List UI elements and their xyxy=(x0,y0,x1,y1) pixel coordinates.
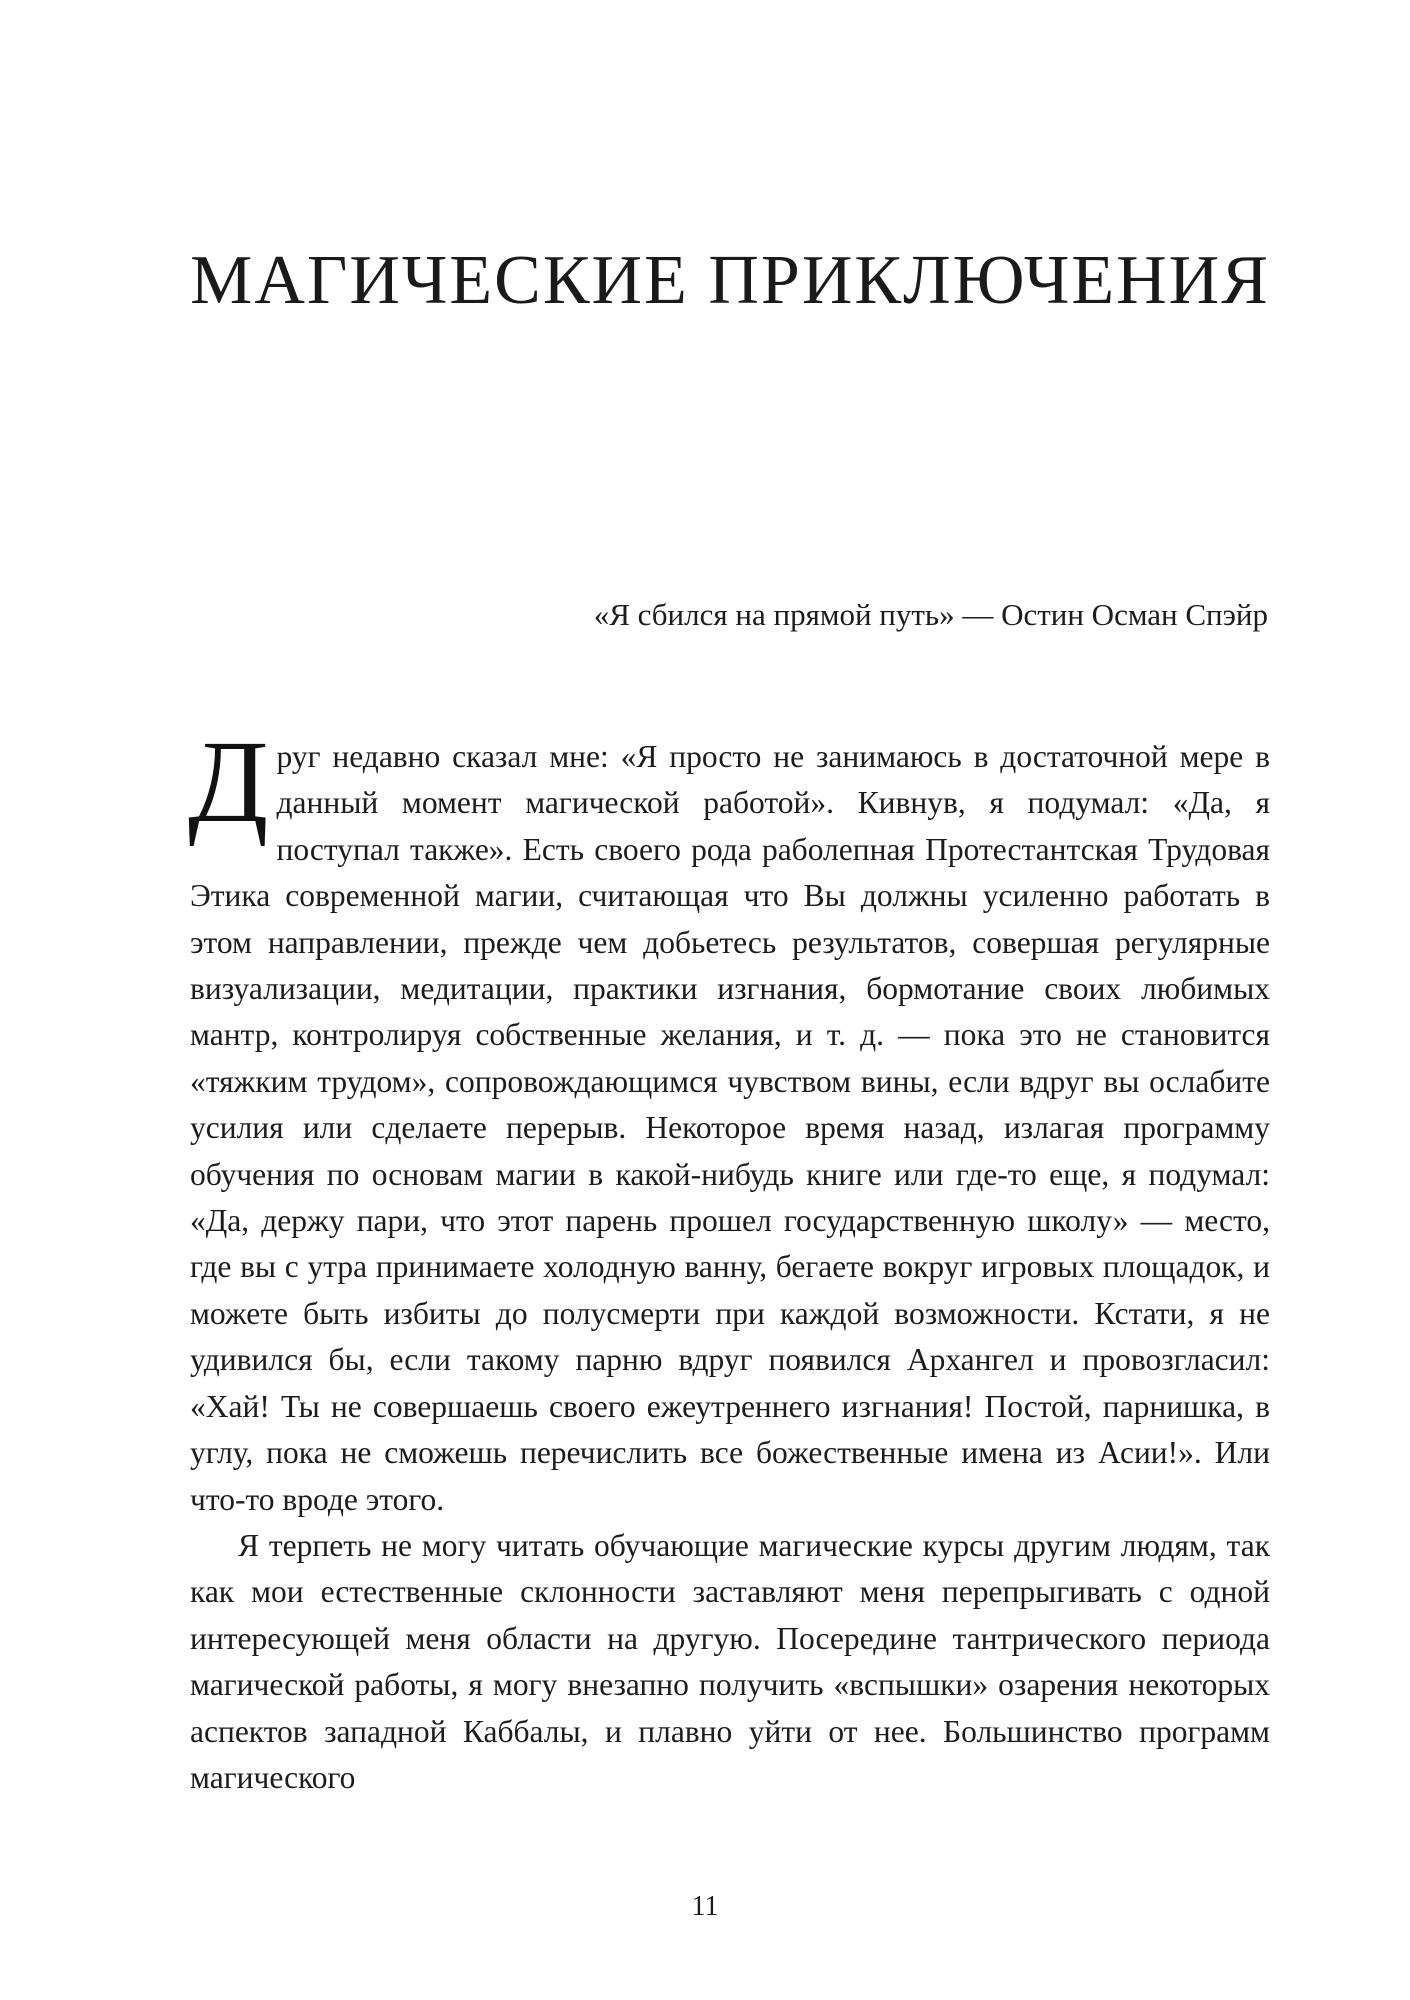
paragraph-1-text: руг недавно сказал мне: «Я просто не занимаюсь в достаточной мере в данный момент магической работой». Кивнув, я подумал: «Да, я поступал также». Есть своего рода раболепная Протестантская Трудовая Этика современной магии, считающая что Вы должны усиленно работать в этом направлении, прежде чем добьетесь результатов, совершая регулярные визуализации, медитации, практики изгнания, бормотание своих любимых мантр, контролируя собственные желания, и т. д. — пока это не становится «тяжким трудом», сопровождающимся чувством вины, если вдруг вы ослабите усилия или сделаете перерыв. Некоторое время назад, излагая программу обучения по основам магии в какой-нибудь книге или где-то еще, я подумал: «Да, держу пари, что этот парень прошел государственную школу» — место, где вы с утра принимаете холодную ванну, бегаете вокруг игровых площадок, и можете быть избиты до полусмерти при каждой возможности. Кстати, я не удивился бы, если такому парню вдруг появился Архангел и провозгласил: «Хай! Ты не совершаешь своего ежеутреннего изгнания! Постой, парнишка, в углу, пока не сможешь перечислить все божественные имена из Асии!». Или что-то вроде этого. xyxy=(190,739,1270,1517)
paragraph-1 xyxy=(188,716,1270,1523)
drop-cap: Д xyxy=(188,716,269,847)
page-number: 11 xyxy=(691,1891,719,1922)
paragraph-2: Я терпеть не могу читать обучающие магические курсы другим людям, так как мои естественные склонности заставляют меня перепрыгивать с одной интересующей меня области на другую. Посередине тантрического периода магической работы, я могу внезапно получить «вспышки» озарения некоторых аспектов западной Каббалы, и плавно уйти от нее. Большинство программ магического xyxy=(190,1527,1270,1795)
chapter-title: МАГИЧЕСКИЕ ПРИКЛЮЧЕНИЯ xyxy=(190,242,1270,319)
epigraph: «Я сбился на прямой путь» — Остин Осман Спэйр xyxy=(593,597,1268,632)
body-text xyxy=(188,716,1270,1801)
